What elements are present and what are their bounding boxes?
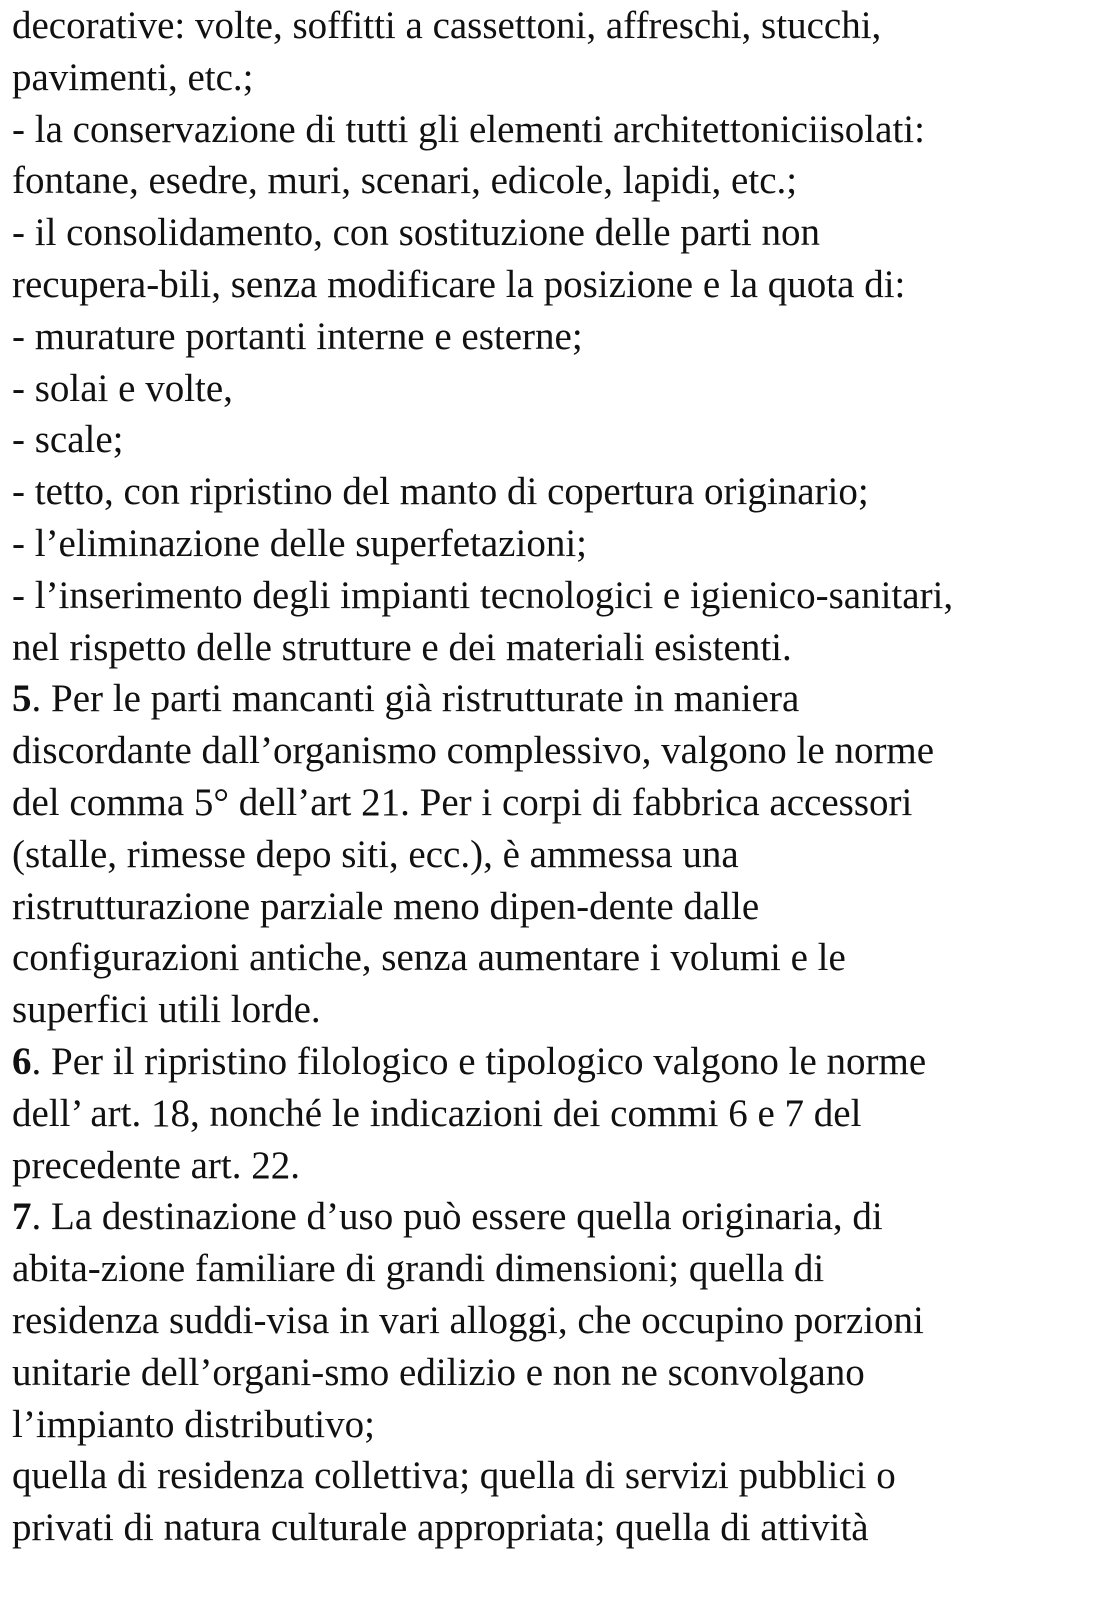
text-line: recupera-bili, senza modificare la posizione e la quota di:	[12, 262, 906, 306]
text-line: ristrutturazione parziale meno dipen-dente dalle	[12, 884, 760, 928]
text-line: - murature portanti interne e esterne;	[12, 314, 583, 358]
text-line: quella di residenza collettiva; quella di servizi pubblici o	[12, 1454, 896, 1498]
text-line: fontane, esedre, muri, scenari, edicole, lapidi, etc.;	[12, 159, 798, 203]
text-line: precedente art. 22.	[12, 1143, 301, 1187]
text-line: - solai e volte,	[12, 366, 233, 410]
text-line: discordante dall’organismo complessivo, valgono le norme	[12, 729, 935, 773]
paragraph-6-start	[12, 1036, 1112, 1088]
text-line: - scale;	[12, 418, 124, 462]
text-line: - l’inserimento degli impianti tecnologici e igienico-sanitari,	[12, 573, 954, 617]
paragraph-5-start	[12, 673, 1112, 725]
text-line: superfici utili lorde.	[12, 988, 321, 1032]
document-page	[12, 0, 1112, 1554]
text-line: privati di natura culturale appropriata; quella di attività	[12, 1506, 869, 1550]
paragraph-number: 5	[12, 677, 32, 721]
paragraph-number: 7	[12, 1195, 32, 1239]
text-line: pavimenti, etc.;	[12, 55, 254, 99]
text-line: . Per il ripristino filologico e tipologico valgono le norme	[31, 1039, 927, 1083]
text-line: - il consolidamento, con sostituzione delle parti non	[12, 211, 820, 255]
text-line: l’impianto distributivo;	[12, 1402, 375, 1446]
text-line: residenza suddi-visa in vari alloggi, che occupino porzioni	[12, 1298, 924, 1342]
text-line: abita-zione familiare di grandi dimensioni; quella di	[12, 1247, 825, 1291]
paragraph-number: 6	[12, 1039, 32, 1083]
text-line: . La destinazione d’uso può essere quella originaria, di	[31, 1195, 883, 1239]
text-line: nel rispetto delle strutture e dei materiali esistenti.	[12, 625, 792, 669]
text-line: - la conservazione di tutti gli elementi architettoniciisolati:	[12, 107, 925, 151]
text-line: (stalle, rimesse depo siti, ecc.), è ammessa una	[12, 832, 739, 876]
text-line: configurazioni antiche, senza aumentare i volumi e le	[12, 936, 846, 980]
text-line: dell’ art. 18, nonché le indicazioni dei commi 6 e 7 del	[12, 1091, 862, 1135]
text-line: - tetto, con ripristino del manto di copertura originario;	[12, 470, 869, 514]
text-line: unitarie dell’organi-smo edilizio e non ne sconvolgano	[12, 1350, 865, 1394]
paragraph-7-start	[12, 1191, 1112, 1243]
text-line: del comma 5° dell’art 21. Per i corpi di fabbrica accessori	[12, 780, 913, 824]
text-line: - l’eliminazione delle superfetazioni;	[12, 521, 588, 565]
text-line: . Per le parti mancanti già ristrutturate in maniera	[31, 677, 800, 721]
text-line: decorative: volte, soffitti a cassettoni, affreschi, stucchi,	[12, 4, 882, 47]
